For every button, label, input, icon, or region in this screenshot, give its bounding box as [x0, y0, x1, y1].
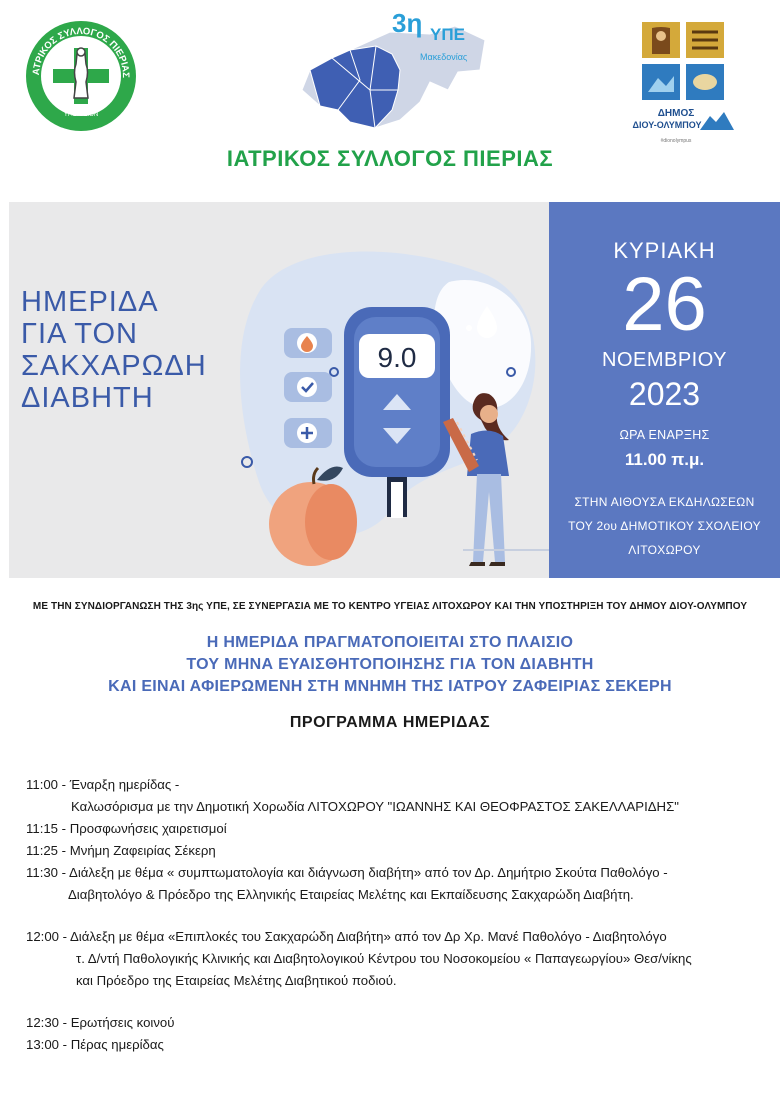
municipality-logo [612, 18, 740, 150]
schedule-item: 11:25 - Μνήμη Ζαφειρίας Σέκερη [26, 843, 216, 858]
dedication-line: ΚΑΙ ΕΙΝΑΙ ΑΦΙΕΡΩΜΕΝΗ ΣΤΗ ΜΝΗΜΗ ΤΗΣ ΙΑΤΡΟΥ ΖΑΦΕΙΡΙΑΣ ΣΕΚΕΡΗ [108, 678, 672, 695]
schedule-item: 11:15 - Προσφωνήσεις χαιρετισμοί [26, 821, 227, 836]
event-title-line: ΗΜΕΡΙΔΑ [21, 286, 159, 318]
diabetes-illustration [219, 222, 549, 578]
dedication-line: Η ΗΜΕΡΙΔΑ ΠΡΑΓΜΑΤΟΠΟΙΕΙΤΑΙ ΣΤΟ ΠΛΑΙΣΙΟ [206, 634, 574, 651]
plus-icon [284, 418, 332, 448]
medical-association-logo [25, 20, 137, 132]
schedule-item: 12:00 - Διάλεξη με θέμα «Επιπλοκές του Σακχαρώδη Διαβήτη» από τον Δρ Χρ. Μανέ Παθολόγο - Διαβητολόγο [26, 929, 667, 944]
event-day: ΚΥΡΙΑΚΗ [613, 238, 716, 263]
event-date: 26 [622, 262, 707, 347]
venue-line: ΣΤΗΝ ΑΙΘΟΥΣΑ ΕΚΔΗΛΩΣΕΩΝ [574, 495, 755, 509]
start-time-label: ΩΡΑ ΕΝΑΡΞΗΣ [619, 428, 710, 442]
event-month: ΝΟΕΜΒΡΙΟΥ [602, 349, 727, 371]
program-title: ΠΡΟΓΡΑΜΜΑ ΗΜΕΡΙΔΑΣ [289, 714, 491, 731]
event-title-line: ΓΙΑ ΤΟΝ [21, 318, 138, 350]
venue-line: ΛΙΤΟΧΩΡΟΥ [628, 543, 701, 557]
venue-line: ΤΟΥ 2ου ΔΗΜΟΤΙΚΟΥ ΣΧΟΛΕΙΟΥ [568, 519, 761, 533]
dimos-logo-text: ΔΗΜΟΣ [657, 108, 695, 119]
dedication-line: ΤΟΥ ΜΗΝΑ ΕΥΑΙΣΘΗΤΟΠΟΙΗΣΗΣ ΓΙΑ ΤΟΝ ΔΙΑΒΗΤΗ [186, 656, 594, 673]
meter-reading: 9.0 [377, 342, 417, 373]
association-title: ΙΑΤΡΙΚΟΣ ΣΥΛΛΟΓΟΣ ΠΙΕΡΙΑΣ [226, 146, 554, 171]
schedule [26, 774, 766, 1056]
logo-arc-text: ΑΤΡΙΚΟΣ ΣΥΛΛΟΓΟΣ ΠΙΕΡΙΑΣ [30, 25, 132, 79]
schedule-item: 13:00 - Πέρας ημερίδας [26, 1037, 164, 1052]
event-title-line: ΣΑΚΧΑΡΩΔΗ [21, 350, 207, 382]
map-logo-big: 3η [392, 10, 423, 38]
schedule-item: τ. Δ/ντή Παθολογικής Κλινικής και Διαβητολογικού Κέντρου του Νοσοκομείου « Παπαγεωργίου» Θεσ/νίκης [76, 951, 692, 966]
logo-sub-text: ΥΓΙΕΙΑ ΔΙΟΝ [63, 112, 99, 118]
date-panel [549, 202, 780, 578]
venue [549, 490, 780, 562]
dedication [0, 632, 780, 698]
event-year: 2023 [628, 376, 701, 412]
dimos-logo-text2: ΔΙΟΥ-ΟΛΥΜΠΟΥ [632, 120, 702, 130]
schedule-item: Καλωσόρισμα με την Δημοτική Χορωδία ΛΙΤΟΧΩΡΟΥ "ΙΩΑΝΝΗΣ ΚΑΙ ΘΕΟΦΡΑΣΤΟΣ ΣΑΚΕΛΛΑΡΙΔΗΣ" [71, 799, 679, 814]
schedule-item: και Πρόεδρο της Εταιρείας Μελέτης Διαβητικού ποδιού. [76, 973, 397, 988]
event-banner [9, 202, 549, 578]
dimos-logo-sub: #dionolympus [660, 138, 692, 144]
start-time: 11.00 π.μ. [624, 450, 705, 469]
schedule-item: Διαβητολόγο & Πρόεδρο της Ελληνικής Εταιρείας Μελέτης και Εκπαίδευσης Σακχαρώδη Διαβήτη. [68, 887, 634, 902]
schedule-item: 11:30 - Διάλεξη με θέμα « συμπτωματολογία και διάγνωση διαβήτη» από τον Δρ. Δημήτριο Σκούτα Παθολόγο - [26, 865, 668, 880]
drop-icon [284, 328, 332, 358]
coorganization-note: ΜΕ ΤΗΝ ΣΥΝΔΙΟΡΓΑΝΩΣΗ ΤΗΣ 3ης ΥΠΕ, ΣΕ ΣΥΝΕΡΓΑΣΙΑ ΜΕ ΤΟ ΚΕΝΤΡΟ ΥΓΕΙΑΣ ΛΙΤΟΧΩΡΟΥ ΚΑΙ ΤΗΝ ΥΠΟΣΤΗΡΙΞΗ ΤΟΥ ΔΗΜΟΥ ΔΙΟΥ-ΟΛΥΜΠΟΥ [32, 601, 748, 612]
map-logo-text: ΥΠΕ [430, 25, 465, 44]
ype-map-logo [280, 10, 490, 136]
check-icon [284, 372, 332, 402]
event-title-line: ΔΙΑΒΗΤΗ [21, 382, 154, 414]
schedule-item: 11:00 - Έναρξη ημερίδας - [26, 777, 180, 792]
schedule-item: 12:30 - Ερωτήσεις κοινού [26, 1015, 175, 1030]
map-logo-sub: Μακεδονίας [420, 52, 468, 62]
